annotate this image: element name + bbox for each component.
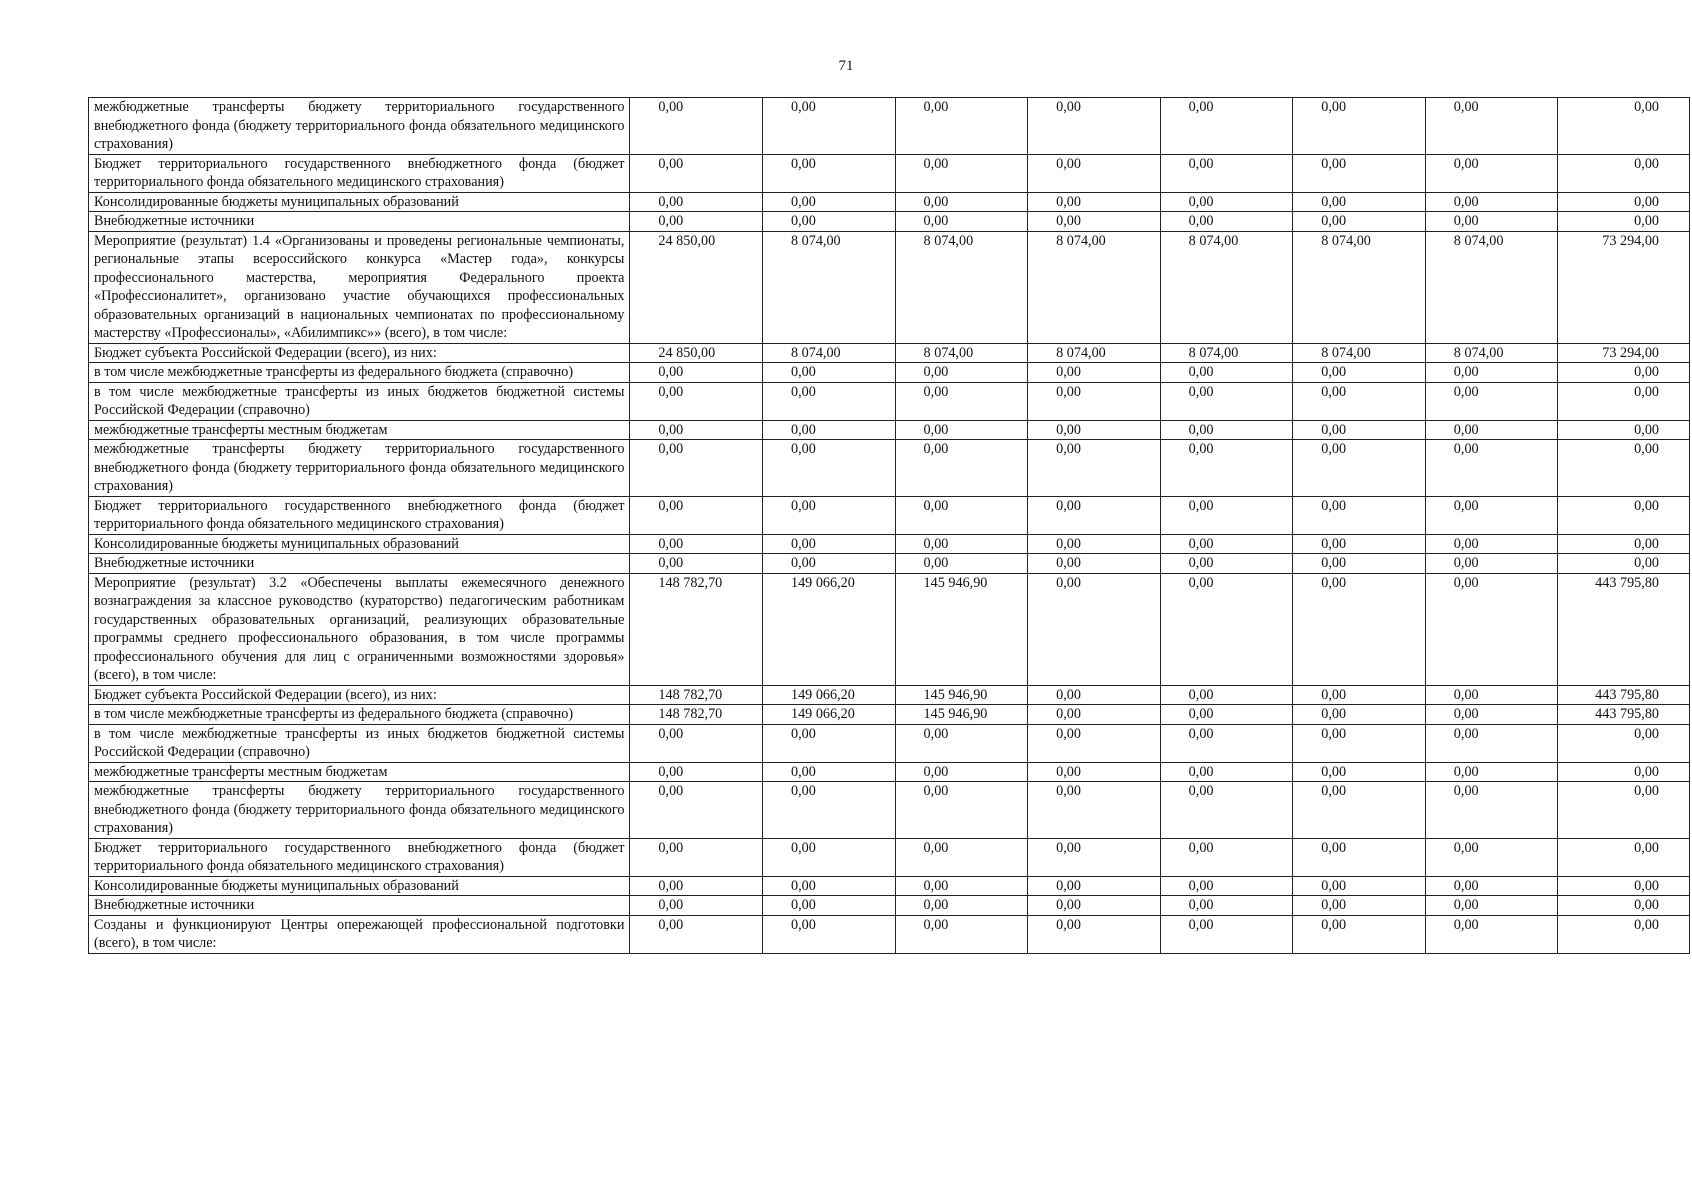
row-label: Бюджет территориального государственного внебюджетного фонда (бюджет территориального фонда обязательного медицинского страхования): [89, 154, 630, 192]
row-year-value: 0,00: [1425, 154, 1558, 192]
row-year-value: 0,00: [1425, 762, 1558, 782]
row-year-value: 0,00: [630, 554, 763, 574]
row-year-value: 0,00: [1028, 212, 1161, 232]
row-total-value: 0,00: [1558, 876, 1690, 896]
row-year-value: 0,00: [1425, 363, 1558, 383]
table-row: [89, 192, 1690, 212]
table-row: [89, 876, 1690, 896]
row-label: межбюджетные трансферты бюджету территориального государственного внебюджетного фонда (бюджету территориального фонда обязательного медицинского страхования): [89, 98, 630, 155]
row-year-value: 0,00: [1160, 705, 1293, 725]
row-year-value: 0,00: [1160, 876, 1293, 896]
row-label: Консолидированные бюджеты муниципальных образований: [89, 534, 630, 554]
table-row: [89, 534, 1690, 554]
row-year-value: 8 074,00: [1293, 343, 1426, 363]
row-total-value: 73 294,00: [1558, 343, 1690, 363]
row-year-value: 0,00: [1160, 554, 1293, 574]
row-year-value: 0,00: [1160, 363, 1293, 383]
row-year-value: 0,00: [1160, 782, 1293, 839]
row-year-value: 0,00: [762, 192, 895, 212]
row-year-value: 0,00: [1425, 420, 1558, 440]
row-total-value: 0,00: [1558, 420, 1690, 440]
row-year-value: 0,00: [895, 782, 1028, 839]
row-year-value: 0,00: [1293, 915, 1426, 953]
row-total-value: 0,00: [1558, 782, 1690, 839]
row-label: межбюджетные трансферты местным бюджетам: [89, 762, 630, 782]
row-year-value: 0,00: [762, 876, 895, 896]
row-year-value: 0,00: [1293, 554, 1426, 574]
row-year-value: 0,00: [630, 724, 763, 762]
row-year-value: 0,00: [1028, 915, 1161, 953]
row-year-value: 0,00: [1160, 192, 1293, 212]
row-year-value: 8 074,00: [895, 231, 1028, 343]
row-total-value: 0,00: [1558, 98, 1690, 155]
row-year-value: 0,00: [1028, 876, 1161, 896]
row-year-value: 0,00: [1293, 363, 1426, 383]
row-label: в том числе межбюджетные трансферты из иных бюджетов бюджетной системы Российской Федерации (справочно): [89, 382, 630, 420]
row-year-value: 0,00: [1293, 98, 1426, 155]
row-year-value: 0,00: [630, 420, 763, 440]
row-year-value: 0,00: [895, 212, 1028, 232]
row-year-value: 0,00: [895, 420, 1028, 440]
row-year-value: 0,00: [1425, 554, 1558, 574]
row-year-value: 0,00: [1160, 98, 1293, 155]
row-year-value: 0,00: [895, 363, 1028, 383]
row-year-value: 148 782,70: [630, 685, 763, 705]
row-label: Бюджет субъекта Российской Федерации (всего), из них:: [89, 685, 630, 705]
row-year-value: 24 850,00: [630, 343, 763, 363]
row-year-value: 0,00: [1160, 534, 1293, 554]
table-row: [89, 705, 1690, 725]
table-row: [89, 496, 1690, 534]
row-year-value: 0,00: [1425, 382, 1558, 420]
row-year-value: 0,00: [1160, 915, 1293, 953]
row-total-value: 0,00: [1558, 554, 1690, 574]
table-row: [89, 685, 1690, 705]
row-year-value: 0,00: [762, 838, 895, 876]
row-year-value: 0,00: [762, 762, 895, 782]
row-year-value: 0,00: [1028, 838, 1161, 876]
row-year-value: 0,00: [1028, 192, 1161, 212]
row-year-value: 0,00: [762, 98, 895, 155]
row-year-value: 0,00: [1425, 440, 1558, 497]
row-year-value: 8 074,00: [1293, 231, 1426, 343]
row-label: Бюджет территориального государственного внебюджетного фонда (бюджет территориального фонда обязательного медицинского страхования): [89, 838, 630, 876]
row-year-value: 0,00: [630, 782, 763, 839]
row-year-value: 0,00: [1028, 534, 1161, 554]
row-total-value: 0,00: [1558, 440, 1690, 497]
row-year-value: 0,00: [630, 154, 763, 192]
table-row: [89, 554, 1690, 574]
row-year-value: 0,00: [1293, 724, 1426, 762]
table-body: [89, 98, 1690, 954]
row-label: Бюджет субъекта Российской Федерации (всего), из них:: [89, 343, 630, 363]
row-year-value: 0,00: [1028, 724, 1161, 762]
row-year-value: 0,00: [895, 554, 1028, 574]
row-year-value: 0,00: [1293, 782, 1426, 839]
row-year-value: 0,00: [630, 534, 763, 554]
row-year-value: 0,00: [1160, 154, 1293, 192]
row-year-value: 0,00: [1293, 496, 1426, 534]
row-year-value: 0,00: [1028, 440, 1161, 497]
row-year-value: 0,00: [630, 192, 763, 212]
row-total-value: 443 795,80: [1558, 573, 1690, 685]
row-year-value: 0,00: [895, 98, 1028, 155]
row-year-value: 0,00: [762, 363, 895, 383]
row-year-value: 148 782,70: [630, 573, 763, 685]
row-year-value: 0,00: [1425, 496, 1558, 534]
row-year-value: 0,00: [1293, 420, 1426, 440]
table-row: [89, 98, 1690, 155]
table-row: [89, 382, 1690, 420]
row-year-value: 0,00: [1028, 705, 1161, 725]
row-year-value: 0,00: [1028, 554, 1161, 574]
row-year-value: 0,00: [1160, 440, 1293, 497]
table-row: [89, 838, 1690, 876]
row-year-value: 8 074,00: [1425, 343, 1558, 363]
row-year-value: 0,00: [1160, 762, 1293, 782]
row-year-value: 0,00: [630, 876, 763, 896]
row-total-value: 443 795,80: [1558, 705, 1690, 725]
row-year-value: 0,00: [1160, 496, 1293, 534]
row-label: в том числе межбюджетные трансферты из иных бюджетов бюджетной системы Российской Федерации (справочно): [89, 724, 630, 762]
row-label: межбюджетные трансферты бюджету территориального государственного внебюджетного фонда (бюджету территориального фонда обязательного медицинского страхования): [89, 440, 630, 497]
row-label: межбюджетные трансферты бюджету территориального государственного внебюджетного фонда (бюджету территориального фонда обязательного медицинского страхования): [89, 782, 630, 839]
row-year-value: 0,00: [1028, 573, 1161, 685]
page-number: 71: [838, 58, 854, 74]
row-year-value: 0,00: [1425, 915, 1558, 953]
row-label: Внебюджетные источники: [89, 554, 630, 574]
row-year-value: 0,00: [630, 896, 763, 916]
row-year-value: 0,00: [630, 440, 763, 497]
row-total-value: 0,00: [1558, 363, 1690, 383]
row-year-value: 0,00: [1293, 440, 1426, 497]
row-year-value: 0,00: [1028, 896, 1161, 916]
row-year-value: 0,00: [1425, 212, 1558, 232]
row-year-value: 0,00: [1425, 534, 1558, 554]
row-year-value: 0,00: [1028, 782, 1161, 839]
table-row: [89, 724, 1690, 762]
table-row: [89, 420, 1690, 440]
row-year-value: 0,00: [1160, 212, 1293, 232]
row-year-value: 0,00: [1028, 363, 1161, 383]
row-year-value: 0,00: [1028, 496, 1161, 534]
row-total-value: 0,00: [1558, 382, 1690, 420]
row-year-value: 0,00: [762, 212, 895, 232]
row-total-value: 0,00: [1558, 534, 1690, 554]
row-year-value: 0,00: [630, 915, 763, 953]
row-year-value: 8 074,00: [1160, 343, 1293, 363]
row-year-value: 0,00: [895, 762, 1028, 782]
row-total-value: 0,00: [1558, 915, 1690, 953]
row-total-value: 443 795,80: [1558, 685, 1690, 705]
row-year-value: 0,00: [1425, 724, 1558, 762]
table-row: [89, 154, 1690, 192]
row-year-value: 0,00: [762, 382, 895, 420]
row-year-value: 0,00: [895, 876, 1028, 896]
row-year-value: 0,00: [630, 382, 763, 420]
row-year-value: 0,00: [630, 98, 763, 155]
row-year-value: 0,00: [762, 154, 895, 192]
row-year-value: 0,00: [1425, 782, 1558, 839]
row-year-value: 8 074,00: [1160, 231, 1293, 343]
row-year-value: 149 066,20: [762, 573, 895, 685]
row-year-value: 0,00: [1425, 98, 1558, 155]
row-total-value: 0,00: [1558, 154, 1690, 192]
row-year-value: 0,00: [762, 496, 895, 534]
row-year-value: 0,00: [895, 534, 1028, 554]
row-label: межбюджетные трансферты местным бюджетам: [89, 420, 630, 440]
row-label: Мероприятие (результат) 3.2 «Обеспечены выплаты ежемесячного денежного вознаграждения за классное руководство (кураторство) педагогическим работникам государственных образовательных организаций, реализующих образовательные программы среднего профессионального образования, в том числе программы профессионального обучения для лиц с ограниченными возможностями здоровья» (всего), в том числе:: [89, 573, 630, 685]
row-year-value: 0,00: [895, 724, 1028, 762]
row-year-value: 0,00: [630, 212, 763, 232]
row-total-value: 0,00: [1558, 896, 1690, 916]
row-year-value: 0,00: [1293, 762, 1426, 782]
row-year-value: 0,00: [1293, 685, 1426, 705]
row-label: в том числе межбюджетные трансферты из федерального бюджета (справочно): [89, 363, 630, 383]
row-year-value: 8 074,00: [762, 231, 895, 343]
row-year-value: 145 946,90: [895, 705, 1028, 725]
row-total-value: 0,00: [1558, 838, 1690, 876]
row-year-value: 0,00: [1293, 705, 1426, 725]
row-year-value: 0,00: [1028, 382, 1161, 420]
row-year-value: 0,00: [1160, 573, 1293, 685]
row-year-value: 0,00: [895, 440, 1028, 497]
budget-table: [88, 97, 1690, 954]
row-year-value: 0,00: [1293, 896, 1426, 916]
row-year-value: 148 782,70: [630, 705, 763, 725]
row-year-value: 0,00: [1160, 420, 1293, 440]
row-year-value: 0,00: [1425, 705, 1558, 725]
row-year-value: 0,00: [762, 896, 895, 916]
row-year-value: 0,00: [1028, 98, 1161, 155]
row-year-value: 0,00: [895, 154, 1028, 192]
row-year-value: 0,00: [1293, 573, 1426, 685]
row-year-value: 8 074,00: [1028, 231, 1161, 343]
row-year-value: 24 850,00: [630, 231, 763, 343]
row-year-value: 0,00: [630, 363, 763, 383]
row-year-value: 0,00: [1028, 762, 1161, 782]
row-year-value: 0,00: [1425, 896, 1558, 916]
row-year-value: 0,00: [762, 724, 895, 762]
row-year-value: 0,00: [1028, 420, 1161, 440]
row-year-value: 0,00: [1293, 382, 1426, 420]
row-year-value: 0,00: [1160, 896, 1293, 916]
row-year-value: 8 074,00: [1425, 231, 1558, 343]
row-year-value: 0,00: [1160, 838, 1293, 876]
row-year-value: 0,00: [895, 192, 1028, 212]
row-year-value: 149 066,20: [762, 705, 895, 725]
row-label: Консолидированные бюджеты муниципальных образований: [89, 876, 630, 896]
row-year-value: 0,00: [1293, 154, 1426, 192]
table-row: [89, 440, 1690, 497]
row-year-value: 0,00: [1293, 838, 1426, 876]
row-year-value: 0,00: [1425, 573, 1558, 685]
row-year-value: 0,00: [1293, 876, 1426, 896]
row-year-value: 149 066,20: [762, 685, 895, 705]
row-label: Бюджет территориального государственного внебюджетного фонда (бюджет территориального фонда обязательного медицинского страхования): [89, 496, 630, 534]
row-year-value: 0,00: [630, 496, 763, 534]
row-label: Внебюджетные источники: [89, 212, 630, 232]
row-year-value: 0,00: [762, 420, 895, 440]
row-label: Мероприятие (результат) 1.4 «Организованы и проведены региональные чемпионаты, региональные этапы всероссийского конкурса «Мастер года», конкурсы профессионального мастерства, мероприятия Федерального проекта «Профессионалитет», организовано участие обучающихся профессиональных образовательных организаций в национальных чемпионатах по профессиональному мастерству «Профессионалы», «Абилимпикс»» (всего), в том числе:: [89, 231, 630, 343]
table-row: [89, 915, 1690, 953]
row-year-value: 0,00: [1160, 724, 1293, 762]
row-year-value: 0,00: [895, 496, 1028, 534]
row-year-value: 0,00: [1293, 212, 1426, 232]
row-year-value: 0,00: [895, 838, 1028, 876]
row-total-value: 0,00: [1558, 212, 1690, 232]
row-label: Созданы и функционируют Центры опережающей профессиональной подготовки (всего), в том числе:: [89, 915, 630, 953]
table-row: [89, 573, 1690, 685]
row-year-value: 145 946,90: [895, 685, 1028, 705]
row-year-value: 0,00: [1028, 154, 1161, 192]
table-row: [89, 363, 1690, 383]
row-year-value: 0,00: [1160, 382, 1293, 420]
row-total-value: 0,00: [1558, 496, 1690, 534]
row-year-value: 0,00: [1160, 685, 1293, 705]
row-label: в том числе межбюджетные трансферты из федерального бюджета (справочно): [89, 705, 630, 725]
row-year-value: 0,00: [1425, 876, 1558, 896]
row-year-value: 0,00: [762, 782, 895, 839]
row-total-value: 0,00: [1558, 724, 1690, 762]
row-year-value: 0,00: [762, 534, 895, 554]
table-row: [89, 762, 1690, 782]
row-year-value: 0,00: [762, 915, 895, 953]
row-year-value: 0,00: [1425, 192, 1558, 212]
row-year-value: 0,00: [630, 762, 763, 782]
row-year-value: 0,00: [895, 896, 1028, 916]
row-year-value: 0,00: [1293, 192, 1426, 212]
row-year-value: 0,00: [1425, 838, 1558, 876]
row-total-value: 0,00: [1558, 192, 1690, 212]
row-year-value: 0,00: [895, 382, 1028, 420]
row-year-value: 145 946,90: [895, 573, 1028, 685]
row-year-value: 0,00: [630, 838, 763, 876]
row-year-value: 0,00: [1425, 685, 1558, 705]
row-year-value: 0,00: [1293, 534, 1426, 554]
row-label: Консолидированные бюджеты муниципальных образований: [89, 192, 630, 212]
row-year-value: 8 074,00: [895, 343, 1028, 363]
table-row: [89, 343, 1690, 363]
row-label: Внебюджетные источники: [89, 896, 630, 916]
row-year-value: 0,00: [762, 440, 895, 497]
table-row: [89, 231, 1690, 343]
row-total-value: 0,00: [1558, 762, 1690, 782]
row-year-value: 0,00: [762, 554, 895, 574]
row-year-value: 8 074,00: [1028, 343, 1161, 363]
row-total-value: 73 294,00: [1558, 231, 1690, 343]
table-row: [89, 212, 1690, 232]
table-row: [89, 782, 1690, 839]
row-year-value: 0,00: [895, 915, 1028, 953]
row-year-value: 0,00: [1028, 685, 1161, 705]
table-row: [89, 896, 1690, 916]
row-year-value: 8 074,00: [762, 343, 895, 363]
